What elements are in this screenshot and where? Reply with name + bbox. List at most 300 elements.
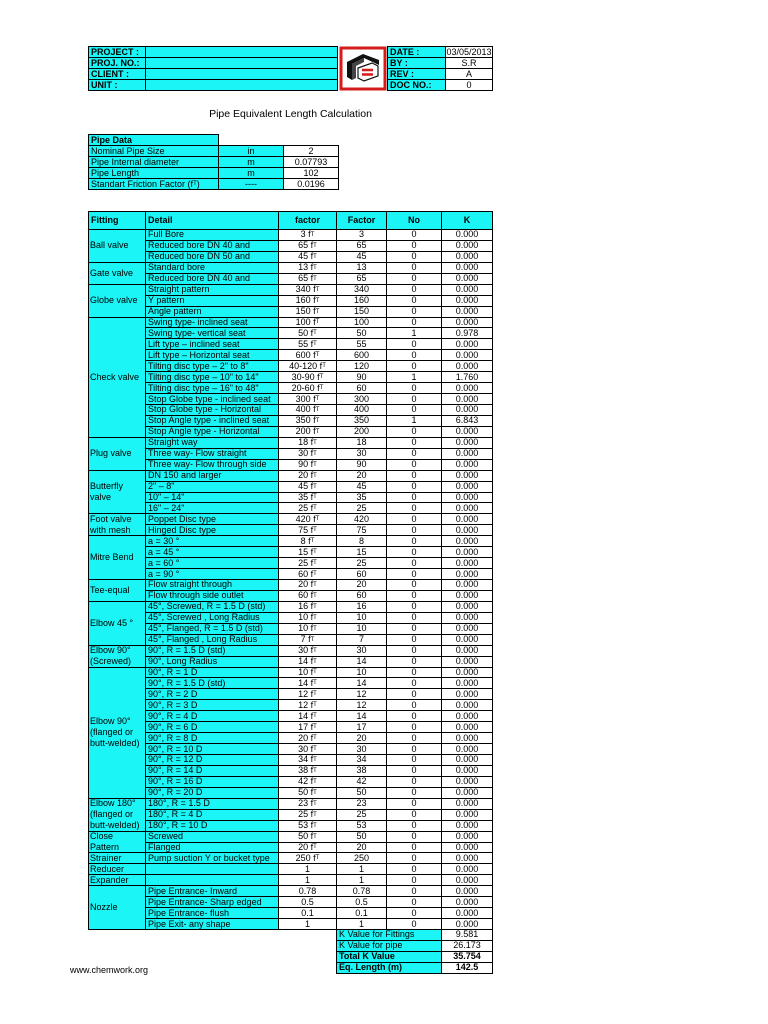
count-cell: 1 bbox=[387, 416, 442, 427]
k-value-cell: 0.000 bbox=[442, 711, 493, 722]
fitting-name-cell: Close Pattern bbox=[89, 832, 146, 854]
factor-cell: 53 bbox=[337, 821, 387, 832]
detail-cell: Reduced bore DN 40 and bbox=[146, 241, 279, 252]
factor-formula-cell: 17 f T bbox=[279, 722, 337, 733]
count-cell: 0 bbox=[387, 766, 442, 777]
detail-cell: Y pattern bbox=[146, 296, 279, 307]
proj-no-value bbox=[146, 58, 338, 69]
k-value-cell: 0.000 bbox=[442, 427, 493, 438]
unit-value bbox=[146, 80, 338, 91]
pipe-data-heading: Pipe Data bbox=[88, 134, 219, 145]
factor-cell: 0.1 bbox=[337, 908, 387, 919]
factor-cell: 340 bbox=[337, 285, 387, 296]
count-cell: 0 bbox=[387, 602, 442, 613]
factor-cell: 200 bbox=[337, 427, 387, 438]
detail-cell: a = 30 ° bbox=[146, 536, 279, 547]
count-cell: 0 bbox=[387, 394, 442, 405]
k-value-cell: 0.000 bbox=[442, 482, 493, 493]
detail-cell: Three way- Flow through side bbox=[146, 460, 279, 471]
count-cell: 0 bbox=[387, 307, 442, 318]
factor-cell: 42 bbox=[337, 777, 387, 788]
fitting-name-cell: Gate valve bbox=[89, 263, 146, 285]
factor-cell: 30 bbox=[337, 449, 387, 460]
count-cell: 0 bbox=[387, 733, 442, 744]
factor-formula-cell: 200 f T bbox=[279, 427, 337, 438]
k-value-cell: 0.000 bbox=[442, 908, 493, 919]
factor-cell: 16 bbox=[337, 602, 387, 613]
detail-cell: Three way- Flow straight bbox=[146, 449, 279, 460]
factor-formula-cell: 3 f T bbox=[279, 230, 337, 241]
count-cell: 0 bbox=[387, 285, 442, 296]
factor-formula-cell: 20 f T bbox=[279, 843, 337, 854]
factor-cell: 45 bbox=[337, 252, 387, 263]
factor-cell: 350 bbox=[337, 416, 387, 427]
detail-cell bbox=[146, 875, 279, 886]
factor-formula-cell: 8 f T bbox=[279, 536, 337, 547]
detail-cell: Screwed bbox=[146, 832, 279, 843]
factor-cell: 13 bbox=[337, 263, 387, 274]
factor-formula-cell: 340 f T bbox=[279, 285, 337, 296]
factor-formula-cell: 20 f T bbox=[279, 580, 337, 591]
fitting-name-cell: Nozzle bbox=[89, 886, 146, 930]
count-cell: 0 bbox=[387, 230, 442, 241]
count-cell: 0 bbox=[387, 624, 442, 635]
detail-cell: 90°, R = 4 D bbox=[146, 711, 279, 722]
factor-cell: 45 bbox=[337, 482, 387, 493]
pipe-data-value: 0.07793 bbox=[284, 157, 339, 168]
detail-cell: Standard bore bbox=[146, 263, 279, 274]
detail-cell: Straight way bbox=[146, 438, 279, 449]
k-value-cell: 0.000 bbox=[442, 307, 493, 318]
k-pipe-label: K Value for pipe bbox=[337, 941, 442, 952]
fitting-name-cell: Elbow 90° (Screwed) bbox=[89, 646, 146, 668]
factor-cell: 25 bbox=[337, 503, 387, 514]
factor-cell: 20 bbox=[337, 733, 387, 744]
count-cell: 0 bbox=[387, 853, 442, 864]
detail-cell: 90°, R = 16 D bbox=[146, 777, 279, 788]
k-value-cell: 0.000 bbox=[442, 580, 493, 591]
column-header-factor-formula: factor bbox=[279, 212, 337, 230]
factor-formula-cell: 60 f T bbox=[279, 569, 337, 580]
factor-formula-cell: 35 f T bbox=[279, 493, 337, 504]
factor-cell: 30 bbox=[337, 646, 387, 657]
count-cell: 0 bbox=[387, 514, 442, 525]
count-cell: 0 bbox=[387, 711, 442, 722]
factor-formula-cell: 1 bbox=[279, 919, 337, 930]
count-cell: 0 bbox=[387, 875, 442, 886]
factor-formula-cell: 1 bbox=[279, 875, 337, 886]
factor-cell: 17 bbox=[337, 722, 387, 733]
k-value-cell: 0.000 bbox=[442, 438, 493, 449]
factor-cell: 0.5 bbox=[337, 897, 387, 908]
factor-cell: 20 bbox=[337, 580, 387, 591]
k-value-cell: 0.000 bbox=[442, 668, 493, 679]
factor-formula-cell: 42 f T bbox=[279, 777, 337, 788]
unit-label: UNIT : bbox=[89, 80, 146, 91]
pipe-data-table bbox=[88, 145, 339, 190]
k-value-cell: 0.000 bbox=[442, 339, 493, 350]
factor-cell: 150 bbox=[337, 307, 387, 318]
count-cell: 0 bbox=[387, 569, 442, 580]
k-fittings-label: K Value for Fittings bbox=[337, 930, 442, 941]
k-value-cell: 0.000 bbox=[442, 689, 493, 700]
factor-formula-cell: 12 f T bbox=[279, 689, 337, 700]
detail-cell: Pipe Entrance- Inward bbox=[146, 886, 279, 897]
pipe-data-label: Pipe Length bbox=[89, 168, 219, 179]
detail-cell: Full Bore bbox=[146, 230, 279, 241]
k-value-cell: 6.843 bbox=[442, 416, 493, 427]
factor-cell: 23 bbox=[337, 799, 387, 810]
proj-no-label: PROJ. NO.: bbox=[89, 58, 146, 69]
k-value-cell: 0.000 bbox=[442, 919, 493, 930]
k-value-cell: 0.000 bbox=[442, 569, 493, 580]
factor-formula-cell: 0.78 bbox=[279, 886, 337, 897]
k-value-cell: 0.000 bbox=[442, 383, 493, 394]
detail-cell: Straight pattern bbox=[146, 285, 279, 296]
column-header-k-value: K bbox=[442, 212, 493, 230]
count-cell: 0 bbox=[387, 318, 442, 329]
detail-cell: Tilting disc type – 2" to 8" bbox=[146, 361, 279, 372]
column-header-detail: Detail bbox=[146, 212, 279, 230]
count-cell: 0 bbox=[387, 339, 442, 350]
detail-cell: 10" – 14" bbox=[146, 493, 279, 504]
factor-formula-cell: 600 f T bbox=[279, 350, 337, 361]
factor-formula-cell: 23 f T bbox=[279, 799, 337, 810]
detail-cell: a = 60 ° bbox=[146, 558, 279, 569]
count-cell: 0 bbox=[387, 689, 442, 700]
factor-cell: 18 bbox=[337, 438, 387, 449]
pipe-data-value: 0.0196 bbox=[284, 179, 339, 190]
column-header-fitting: Fitting bbox=[89, 212, 146, 230]
k-value-cell: 0.000 bbox=[442, 875, 493, 886]
factor-cell: 20 bbox=[337, 843, 387, 854]
count-cell: 0 bbox=[387, 274, 442, 285]
k-value-cell: 0.000 bbox=[442, 471, 493, 482]
k-value-cell: 0.000 bbox=[442, 832, 493, 843]
fittings-table bbox=[88, 211, 493, 930]
factor-cell: 300 bbox=[337, 394, 387, 405]
count-cell: 0 bbox=[387, 744, 442, 755]
count-cell: 0 bbox=[387, 799, 442, 810]
factor-cell: 75 bbox=[337, 525, 387, 536]
doc-no-value: 0 bbox=[446, 80, 493, 91]
count-cell: 0 bbox=[387, 886, 442, 897]
factor-formula-cell: 65 f T bbox=[279, 241, 337, 252]
count-cell: 0 bbox=[387, 646, 442, 657]
factor-formula-cell: 45 f T bbox=[279, 252, 337, 263]
factor-cell: 50 bbox=[337, 832, 387, 843]
factor-cell: 60 bbox=[337, 383, 387, 394]
count-cell: 0 bbox=[387, 536, 442, 547]
detail-cell: Lift type – inclined seat bbox=[146, 339, 279, 350]
factor-cell: 25 bbox=[337, 558, 387, 569]
detail-cell: 45°, Screwed, R = 1.5 D (std) bbox=[146, 602, 279, 613]
total-k-label: Total K Value bbox=[337, 952, 442, 963]
count-cell: 0 bbox=[387, 821, 442, 832]
detail-cell: 16" – 24" bbox=[146, 503, 279, 514]
detail-cell: Reduced bore DN 50 and bbox=[146, 252, 279, 263]
count-cell: 0 bbox=[387, 678, 442, 689]
factor-cell: 65 bbox=[337, 274, 387, 285]
fitting-name-cell: Reducer bbox=[89, 864, 146, 875]
factor-cell: 7 bbox=[337, 635, 387, 646]
fitting-name-cell: Ball valve bbox=[89, 230, 146, 263]
factor-formula-cell: 65 f T bbox=[279, 274, 337, 285]
pipe-data-label: Pipe Internal diameter bbox=[89, 157, 219, 168]
detail-cell: Flanged bbox=[146, 843, 279, 854]
by-value: S.R bbox=[446, 58, 493, 69]
k-value-cell: 0.000 bbox=[442, 394, 493, 405]
detail-cell: Flow through side outlet bbox=[146, 591, 279, 602]
factor-formula-cell: 14 f T bbox=[279, 657, 337, 668]
factor-cell: 15 bbox=[337, 547, 387, 558]
count-cell: 0 bbox=[387, 547, 442, 558]
count-cell: 0 bbox=[387, 503, 442, 514]
factor-cell: 55 bbox=[337, 339, 387, 350]
factor-formula-cell: 45 f T bbox=[279, 482, 337, 493]
factor-formula-cell: 55 f T bbox=[279, 339, 337, 350]
factor-cell: 65 bbox=[337, 241, 387, 252]
factor-formula-cell: 150 f T bbox=[279, 307, 337, 318]
detail-cell: 180°, R = 1.5 D bbox=[146, 799, 279, 810]
factor-cell: 0.78 bbox=[337, 886, 387, 897]
factor-formula-cell: 20 f T bbox=[279, 733, 337, 744]
factor-cell: 34 bbox=[337, 755, 387, 766]
factor-cell: 420 bbox=[337, 514, 387, 525]
count-cell: 0 bbox=[387, 427, 442, 438]
k-value-cell: 0.000 bbox=[442, 864, 493, 875]
detail-cell: 180°, R = 4 D bbox=[146, 810, 279, 821]
factor-formula-cell: 250 f T bbox=[279, 853, 337, 864]
k-value-cell: 0.000 bbox=[442, 241, 493, 252]
pipe-data-unit: in bbox=[219, 146, 284, 157]
count-cell: 0 bbox=[387, 449, 442, 460]
k-value-cell: 0.000 bbox=[442, 700, 493, 711]
k-value-cell: 0.000 bbox=[442, 602, 493, 613]
factor-cell: 25 bbox=[337, 810, 387, 821]
k-value-cell: 0.000 bbox=[442, 722, 493, 733]
count-cell: 0 bbox=[387, 864, 442, 875]
factor-cell: 50 bbox=[337, 788, 387, 799]
count-cell: 0 bbox=[387, 405, 442, 416]
k-value-cell: 0.000 bbox=[442, 657, 493, 668]
factor-formula-cell: 20-60 f T bbox=[279, 383, 337, 394]
k-value-cell: 0.000 bbox=[442, 624, 493, 635]
detail-cell: 90°, R = 14 D bbox=[146, 766, 279, 777]
k-value-cell: 0.000 bbox=[442, 843, 493, 854]
detail-cell: 90°, R = 20 D bbox=[146, 788, 279, 799]
document-info-block bbox=[387, 46, 493, 91]
factor-formula-cell: 75 f T bbox=[279, 525, 337, 536]
detail-cell: 180°, R = 10 D bbox=[146, 821, 279, 832]
factor-formula-cell: 10 f T bbox=[279, 624, 337, 635]
pipe-data-unit: m bbox=[219, 168, 284, 179]
factor-cell: 12 bbox=[337, 700, 387, 711]
factor-formula-cell: 14 f T bbox=[279, 711, 337, 722]
factor-formula-cell: 16 f T bbox=[279, 602, 337, 613]
factor-formula-cell: 30 f T bbox=[279, 646, 337, 657]
detail-cell: Lift type – Horizontal seat bbox=[146, 350, 279, 361]
count-cell: 0 bbox=[387, 668, 442, 679]
detail-cell bbox=[146, 864, 279, 875]
factor-cell: 38 bbox=[337, 766, 387, 777]
detail-cell: Poppet Disc type bbox=[146, 514, 279, 525]
k-value-cell: 0.000 bbox=[442, 405, 493, 416]
detail-cell: 90°, R = 2 D bbox=[146, 689, 279, 700]
detail-cell: 90°, R = 1.5 D (std) bbox=[146, 678, 279, 689]
count-cell: 0 bbox=[387, 897, 442, 908]
k-value-cell: 0.000 bbox=[442, 296, 493, 307]
factor-cell: 1 bbox=[337, 864, 387, 875]
count-cell: 0 bbox=[387, 471, 442, 482]
factor-formula-cell: 34 f T bbox=[279, 755, 337, 766]
factor-formula-cell: 30 f T bbox=[279, 744, 337, 755]
k-value-cell: 0.000 bbox=[442, 449, 493, 460]
count-cell: 0 bbox=[387, 755, 442, 766]
client-value bbox=[146, 69, 338, 80]
fitting-name-cell: Foot valve with mesh bbox=[89, 514, 146, 536]
client-label: CLIENT : bbox=[89, 69, 146, 80]
factor-cell: 160 bbox=[337, 296, 387, 307]
count-cell: 0 bbox=[387, 843, 442, 854]
k-value-cell: 0.000 bbox=[442, 788, 493, 799]
detail-cell: Swing type- vertical seat bbox=[146, 328, 279, 339]
count-cell: 0 bbox=[387, 810, 442, 821]
k-value-cell: 0.000 bbox=[442, 591, 493, 602]
detail-cell: Pipe Entrance- flush bbox=[146, 908, 279, 919]
detail-cell: Stop Globe type - Horizontal bbox=[146, 405, 279, 416]
factor-cell: 14 bbox=[337, 711, 387, 722]
column-header-count: No bbox=[387, 212, 442, 230]
factor-formula-cell: 420 f T bbox=[279, 514, 337, 525]
k-value-cell: 0.000 bbox=[442, 897, 493, 908]
k-value-cell: 0.000 bbox=[442, 230, 493, 241]
factor-cell: 90 bbox=[337, 460, 387, 471]
detail-cell: 45°, Flanged, R = 1.5 D (std) bbox=[146, 624, 279, 635]
factor-formula-cell: 160 f T bbox=[279, 296, 337, 307]
count-cell: 0 bbox=[387, 252, 442, 263]
k-value-cell: 0.000 bbox=[442, 514, 493, 525]
count-cell: 0 bbox=[387, 777, 442, 788]
factor-formula-cell: 10 f T bbox=[279, 668, 337, 679]
factor-formula-cell: 30 f T bbox=[279, 449, 337, 460]
factor-formula-cell: 0.5 bbox=[279, 897, 337, 908]
count-cell: 0 bbox=[387, 350, 442, 361]
detail-cell: Pipe Entrance- Sharp edged bbox=[146, 897, 279, 908]
chemwork-logo bbox=[338, 46, 388, 91]
factor-cell: 14 bbox=[337, 678, 387, 689]
k-value-cell: 0.000 bbox=[442, 744, 493, 755]
k-value-cell: 0.000 bbox=[442, 274, 493, 285]
count-cell: 0 bbox=[387, 722, 442, 733]
factor-cell: 50 bbox=[337, 328, 387, 339]
detail-cell: 90°, R = 8 D bbox=[146, 733, 279, 744]
rev-label: REV : bbox=[388, 69, 446, 80]
factor-cell: 14 bbox=[337, 657, 387, 668]
project-label: PROJECT : bbox=[89, 47, 146, 58]
detail-cell: a = 45 ° bbox=[146, 547, 279, 558]
fitting-name-cell: Elbow 90° (flanged or butt-welded) bbox=[89, 668, 146, 799]
fitting-name-cell: Elbow 45 ° bbox=[89, 602, 146, 646]
fitting-name-cell: Strainer bbox=[89, 853, 146, 864]
k-value-cell: 0.000 bbox=[442, 635, 493, 646]
factor-formula-cell: 50 f T bbox=[279, 832, 337, 843]
factor-formula-cell: 40-120 f T bbox=[279, 361, 337, 372]
k-summary-table bbox=[336, 930, 493, 974]
factor-formula-cell: 0.1 bbox=[279, 908, 337, 919]
factor-formula-cell: 7 f T bbox=[279, 635, 337, 646]
detail-cell: a = 90 ° bbox=[146, 569, 279, 580]
fitting-name-cell: Globe valve bbox=[89, 285, 146, 318]
pipe-data-value: 2 bbox=[284, 146, 339, 157]
factor-cell: 60 bbox=[337, 569, 387, 580]
k-value-cell: 0.000 bbox=[442, 263, 493, 274]
count-cell: 0 bbox=[387, 263, 442, 274]
detail-cell: 90°, R = 3 D bbox=[146, 700, 279, 711]
k-value-cell: 0.000 bbox=[442, 493, 493, 504]
factor-formula-cell: 20 f T bbox=[279, 471, 337, 482]
k-fittings-value: 9.581 bbox=[442, 930, 493, 941]
count-cell: 0 bbox=[387, 700, 442, 711]
factor-formula-cell: 400 f T bbox=[279, 405, 337, 416]
k-value-cell: 0.000 bbox=[442, 755, 493, 766]
k-value-cell: 0.000 bbox=[442, 886, 493, 897]
k-value-cell: 0.978 bbox=[442, 328, 493, 339]
factor-formula-cell: 25 f T bbox=[279, 558, 337, 569]
column-header-factor: Factor bbox=[337, 212, 387, 230]
factor-cell: 1 bbox=[337, 875, 387, 886]
date-value: 03/05/2013 bbox=[446, 46, 492, 57]
k-value-cell: 0.000 bbox=[442, 547, 493, 558]
k-value-cell: 0.000 bbox=[442, 810, 493, 821]
factor-formula-cell: 100 f T bbox=[279, 318, 337, 329]
count-cell: 0 bbox=[387, 788, 442, 799]
factor-formula-cell: 12 f T bbox=[279, 700, 337, 711]
project-info-block bbox=[88, 46, 338, 91]
detail-cell: Hinged Disc type bbox=[146, 525, 279, 536]
factor-cell: 35 bbox=[337, 493, 387, 504]
factor-cell: 60 bbox=[337, 591, 387, 602]
k-value-cell: 0.000 bbox=[442, 318, 493, 329]
factor-formula-cell: 25 f T bbox=[279, 810, 337, 821]
detail-cell: 90°, Long Radius bbox=[146, 657, 279, 668]
k-value-cell: 0.000 bbox=[442, 503, 493, 514]
factor-formula-cell: 13 f T bbox=[279, 263, 337, 274]
detail-cell: 45°, Flanged , Long Radius bbox=[146, 635, 279, 646]
detail-cell: Flow straight through bbox=[146, 580, 279, 591]
k-value-cell: 0.000 bbox=[442, 646, 493, 657]
count-cell: 0 bbox=[387, 383, 442, 394]
factor-formula-cell: 60 f T bbox=[279, 591, 337, 602]
detail-cell: Stop Angle type - Horizontal bbox=[146, 427, 279, 438]
count-cell: 0 bbox=[387, 919, 442, 930]
count-cell: 1 bbox=[387, 372, 442, 383]
factor-cell: 10 bbox=[337, 624, 387, 635]
k-value-cell: 1.760 bbox=[442, 372, 493, 383]
factor-cell: 10 bbox=[337, 613, 387, 624]
k-value-cell: 0.000 bbox=[442, 613, 493, 624]
factor-cell: 3 bbox=[337, 230, 387, 241]
factor-cell: 250 bbox=[337, 853, 387, 864]
pipe-data-label: Standart Friction Factor (f T ) bbox=[89, 179, 219, 190]
detail-cell: 90°, R = 10 D bbox=[146, 744, 279, 755]
fitting-name-cell: Check valve bbox=[89, 318, 146, 438]
count-cell: 0 bbox=[387, 460, 442, 471]
count-cell: 0 bbox=[387, 296, 442, 307]
doc-no-label: DOC NO.: bbox=[388, 80, 446, 91]
detail-cell: 90°, R = 1.5 D (std) bbox=[146, 646, 279, 657]
fitting-name-cell: Plug valve bbox=[89, 438, 146, 471]
